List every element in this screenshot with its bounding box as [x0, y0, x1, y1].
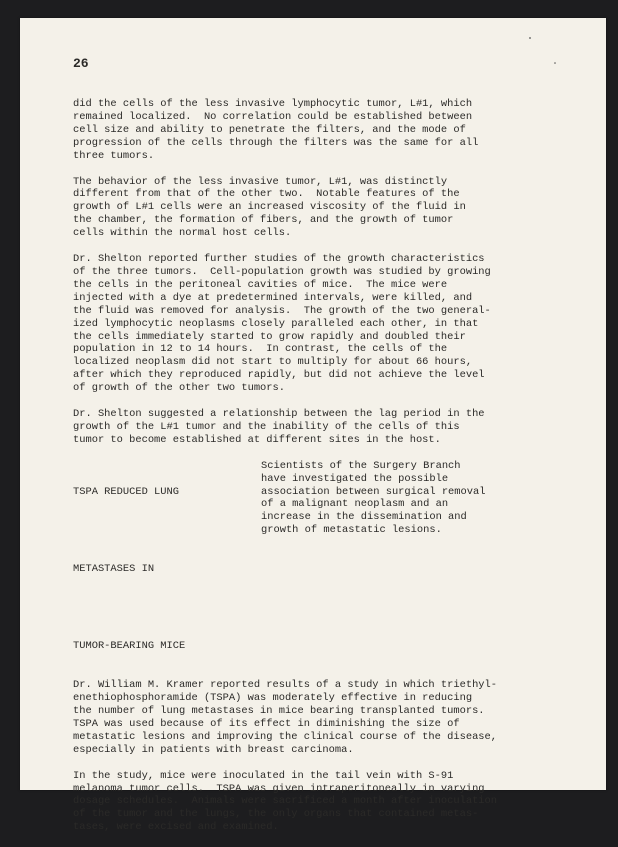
paragraph-4: Dr. Shelton suggested a relationship between the lag period in the growth of the L#1 tumor and the inability of the cells of this tumor to become established at different sites in the host.: [73, 408, 485, 446]
page-number: 26: [73, 56, 89, 71]
section-heading-line-1: TSPA REDUCED LUNG: [73, 485, 180, 498]
paragraph-2: The behavior of the less invasive tumor, L#1, was distinctly different from that of the other two. Notable features of the growth of L#1 cells were an increased viscosity of the fluid in the chamber, the formation of fibers, and the growth of tumor cells within the normal host cells.: [73, 175, 466, 240]
section-heading-line-4: [73, 602, 261, 615]
section-block: [73, 460, 543, 679]
paragraph-3: Dr. Shelton reported further studies of the growth characteristics of the three tumors. Cell-population growth was studied by growing the cells in the peritoneal cavities of mice. The mice were injected with a dye at predetermined intervals, were killed, and the fluid was removed for analysis. The growth of the two general- ized lymphocytic neoplasms closely paralleled each other, in that the cells immediately started to grow rapidly and doubled their population in 12 to 14 hours. In contrast, the cells of the localized neoplasm did not start to multiply for about 66 hours, after which they reproduced rapidly, but did not achieve the level of growth of the other two tumors.: [73, 253, 491, 395]
body-text: [73, 98, 543, 847]
document-page: [20, 18, 606, 834]
section-heading: [73, 460, 261, 679]
section-intro-text: Scientists of the Surgery Branch have investigated the possible association between surgical removal of a malignant neoplasm and an increase in the dissemination and growth of metastatic lesions.: [261, 459, 486, 537]
section-heading-line-3: METASTASES IN: [73, 563, 155, 575]
paragraph-6: In the study, mice were inoculated in the tail vein with S-91 melanoma tumor cells. TSPA was given intraperitoneally in varying dosage schedules. Animals were sacrificed a month after inoculation of the tumor and the lungs, the only organs that contained metas- tases, were excised and examined.: [73, 769, 498, 834]
paragraph-1: did the cells of the less invasive lymphocytic tumor, L#1, which remained localized. No correlation could be established between cell size and ability to penetrate the filters, and the mode of progression of the cells through the filters was the same for all three tumors.: [73, 98, 479, 162]
paragraph-5: Dr. William M. Kramer reported results of a study in which triethyl- enethiophosphoramide (TSPA) was moderately effective in reducing the number of lung metastases in mice bearing transplanted tumors. TSPA was used because of its effect in diminishing the size of metastatic lesions and improving the clinical course of the disease, especially in patients with breast carcinoma.: [73, 679, 498, 756]
section-heading-line-5: TUMOR-BEARING MICE: [73, 640, 186, 653]
section-heading-line-2: [73, 524, 261, 537]
